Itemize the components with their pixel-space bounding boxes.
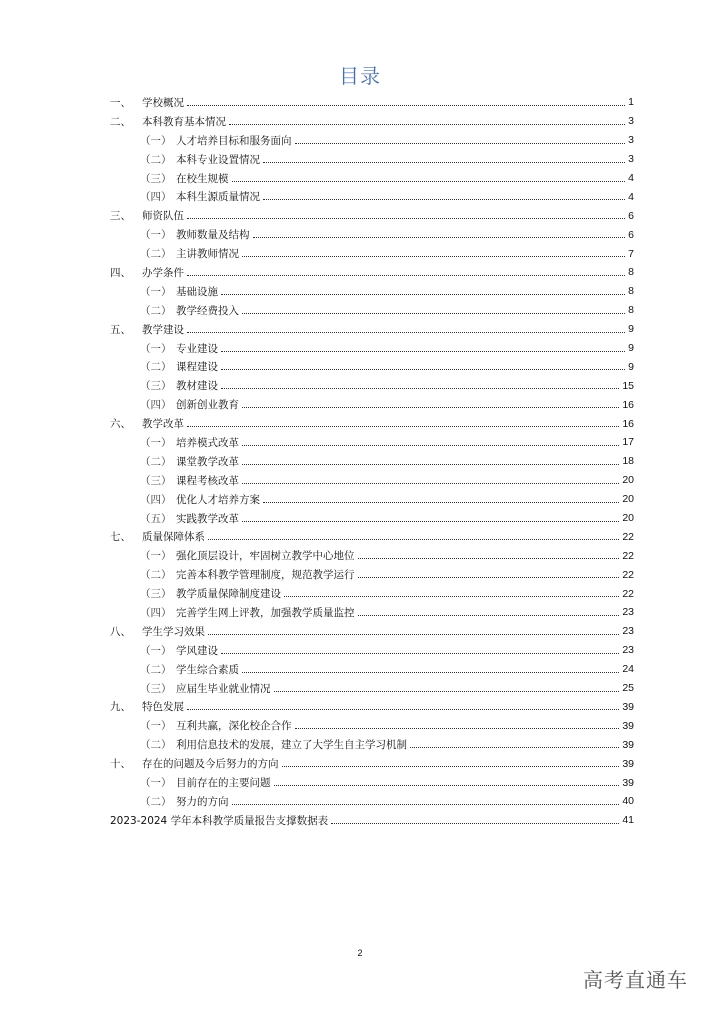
toc-entry-label: 本科生源质量情况 [176, 191, 260, 204]
toc-entry-title [110, 699, 184, 714]
toc-entry-number: 七、 [110, 531, 131, 544]
toc-entry-label: 教学质量保障制度建设 [176, 588, 281, 601]
toc-entry[interactable] [110, 376, 634, 395]
toc-entry-label: 存在的问题及今后努力的方向 [142, 758, 279, 771]
toc-entry-label: 完善学生网上评教，加强教学质量监控 [176, 606, 355, 619]
toc-entry-number: （二） [140, 455, 172, 468]
toc-entry-page: 18 [622, 455, 634, 468]
toc-entry[interactable] [110, 811, 634, 830]
toc-entry[interactable] [110, 660, 634, 679]
toc-entry-label: 教材建设 [176, 380, 218, 393]
toc-entry-label: 课程建设 [176, 361, 218, 374]
toc-dot-leader [410, 747, 619, 748]
toc-entry-page: 22 [622, 549, 634, 562]
toc-entry-label: 在校生规模 [176, 172, 229, 185]
toc-entry-page: 9 [628, 323, 634, 336]
toc-entry-label: 师资队伍 [142, 210, 184, 223]
toc-entry-title [140, 246, 239, 261]
toc-entry[interactable] [110, 93, 634, 112]
toc-dot-leader [284, 596, 619, 597]
toc-entry-title [140, 548, 355, 563]
toc-entry-page: 7 [628, 247, 634, 260]
toc-entry-title [110, 529, 205, 544]
toc-entry-page: 4 [628, 172, 634, 184]
toc-entry[interactable] [110, 263, 634, 282]
toc-dot-leader [263, 199, 625, 200]
toc-entry-title [140, 454, 239, 469]
toc-entry-number: 六、 [110, 418, 131, 431]
toc-entry-number: 三、 [110, 210, 131, 223]
toc-entry-page: 17 [622, 436, 634, 449]
toc-entry-page: 3 [628, 115, 634, 128]
toc-entry-number: （一） [140, 134, 172, 147]
toc-dot-leader [263, 502, 619, 503]
toc-dot-leader [274, 691, 620, 692]
toc-entry-page: 1 [628, 96, 634, 109]
toc-entry[interactable] [110, 225, 634, 244]
toc-dot-leader [282, 766, 620, 767]
toc-dot-leader [242, 521, 619, 522]
toc-entry-number: （一） [140, 436, 172, 449]
toc-entry-number: （四） [140, 191, 172, 204]
toc-dot-leader [208, 539, 619, 540]
toc-entry-number: （三） [140, 172, 172, 185]
toc-entry[interactable] [110, 471, 634, 490]
toc-entry-page: 4 [628, 190, 634, 203]
toc-dot-leader [242, 256, 625, 257]
toc-entry-title [140, 718, 292, 733]
toc-entry-page: 8 [628, 285, 634, 298]
toc-dot-leader [358, 558, 620, 559]
toc-entry-title [140, 152, 260, 167]
toc-entry-title [140, 473, 239, 488]
toc-entry-label: 强化顶层设计，牢固树立教学中心地位 [176, 550, 355, 563]
toc-entry-page: 16 [622, 417, 634, 430]
toc-dot-leader [187, 275, 625, 276]
toc-entry-title [140, 284, 218, 299]
toc-entry-label: 创新创业教育 [176, 399, 239, 412]
toc-entry-page: 20 [622, 493, 634, 506]
toc-dot-leader [242, 483, 619, 484]
toc-entry-label: 培养模式改革 [176, 436, 239, 449]
toc-entry-number: （二） [140, 153, 172, 166]
toc-entry-number: 八、 [110, 625, 131, 638]
toc-entry-label: 教师数量及结构 [176, 229, 250, 242]
toc-dot-leader [295, 728, 620, 729]
toc-entry-title [110, 813, 328, 828]
toc-entry-label: 主讲教师情况 [176, 248, 239, 261]
toc-entry-label: 人才培养目标和服务面向 [176, 134, 292, 147]
table-of-contents [110, 93, 634, 830]
toc-entry-title [110, 265, 184, 280]
toc-dot-leader [221, 653, 619, 654]
toc-entry-label: 课程考核改革 [176, 474, 239, 487]
toc-entry-number: 十、 [110, 758, 131, 771]
toc-dot-leader [331, 823, 619, 824]
toc-entry-label: 互利共赢，深化校企合作 [176, 720, 292, 733]
toc-entry-page: 22 [622, 568, 634, 581]
toc-entry-title [140, 662, 239, 677]
toc-entry-label: 2023-2024 学年本科教学质量报告支撑数据表 [110, 814, 329, 827]
toc-entry-label: 办学条件 [142, 266, 184, 279]
toc-entry[interactable] [110, 490, 634, 509]
toc-entry-title [140, 227, 250, 242]
toc-entry[interactable] [110, 698, 634, 717]
toc-entry[interactable] [110, 716, 634, 735]
toc-entry-number: （五） [140, 512, 172, 525]
toc-entry-label: 特色发展 [142, 701, 184, 714]
toc-entry-label: 教学建设 [142, 323, 184, 336]
toc-entry[interactable] [110, 357, 634, 376]
toc-entry-number: （二） [140, 304, 172, 317]
toc-entry-number: （二） [140, 361, 172, 374]
toc-entry-label: 利用信息技术的发展，建立了大学生自主学习机制 [176, 739, 407, 752]
toc-entry-label: 努力的方向 [176, 795, 229, 808]
toc-entry-number: （二） [140, 248, 172, 261]
toc-entry-page: 22 [622, 530, 634, 543]
toc-entry-label: 优化人才培养方案 [176, 493, 260, 506]
toc-entry-title [110, 624, 205, 639]
toc-entry-label: 应届生毕业就业情况 [176, 682, 271, 695]
toc-entry-title [110, 416, 184, 431]
toc-entry-title [140, 775, 271, 790]
toc-entry-page: 24 [622, 663, 634, 676]
toc-entry-label: 教学经费投入 [176, 304, 239, 317]
toc-dot-leader [221, 294, 625, 295]
toc-entry-number: 一、 [110, 96, 131, 109]
toc-entry[interactable] [110, 792, 634, 811]
toc-entry-title [140, 397, 239, 412]
toc-entry-number: （四） [140, 399, 172, 412]
toc-entry-title [140, 643, 218, 658]
toc-entry-number: （三） [140, 380, 172, 393]
toc-entry-title [140, 359, 218, 374]
toc-entry-page: 22 [622, 587, 634, 600]
toc-entry-page: 9 [628, 342, 634, 355]
toc-entry-title [140, 171, 229, 186]
toc-dot-leader [208, 634, 619, 635]
toc-entry-title [140, 435, 239, 450]
toc-entry-number: 四、 [110, 266, 131, 279]
toc-entry-title [140, 378, 218, 393]
toc-dot-leader [242, 464, 619, 465]
toc-entry-number: （二） [140, 569, 172, 582]
toc-dot-leader [242, 672, 619, 673]
toc-entry-label: 课堂教学改革 [176, 455, 239, 468]
toc-entry[interactable] [110, 244, 634, 263]
toc-entry-page: 6 [628, 209, 634, 222]
toc-entry-number: （一） [140, 229, 172, 242]
toc-entry[interactable] [110, 509, 634, 528]
toc-entry-title [140, 303, 239, 318]
toc-dot-leader [187, 709, 619, 710]
toc-entry-number: （一） [140, 720, 172, 733]
toc-entry-number: 二、 [110, 115, 131, 128]
toc-entry-page: 6 [628, 228, 634, 241]
toc-entry-label: 本科专业设置情况 [176, 153, 260, 166]
toc-entry-page: 20 [622, 474, 634, 487]
toc-entry[interactable] [110, 433, 634, 452]
toc-entry[interactable] [110, 282, 634, 301]
toc-dot-leader [253, 237, 626, 238]
toc-entry-page: 39 [622, 700, 634, 713]
toc-entry[interactable] [110, 565, 634, 584]
toc-entry-label: 学风建设 [176, 644, 218, 657]
toc-entry[interactable] [110, 206, 634, 225]
toc-entry-number: （一） [140, 285, 172, 298]
toc-entry-label: 学生综合素质 [176, 663, 239, 676]
toc-dot-leader [187, 218, 625, 219]
toc-entry-page: 40 [622, 795, 634, 808]
toc-dot-leader [187, 426, 619, 427]
toc-entry[interactable] [110, 131, 634, 150]
toc-entry[interactable] [110, 773, 634, 792]
toc-entry-title [110, 114, 226, 129]
toc-entry-number: （四） [140, 606, 172, 619]
toc-entry[interactable] [110, 754, 634, 773]
toc-entry-label: 本科教育基本情况 [142, 115, 226, 128]
toc-dot-leader [358, 615, 620, 616]
toc-entry-label: 专业建设 [176, 342, 218, 355]
toc-entry[interactable] [110, 339, 634, 358]
toc-entry-page: 8 [628, 304, 634, 317]
watermark: 高考直通车 [583, 968, 688, 992]
toc-entry-title [140, 492, 260, 507]
toc-entry-page: 39 [622, 757, 634, 770]
toc-entry-number: （三） [140, 474, 172, 487]
toc-entry-title [140, 794, 229, 809]
toc-entry[interactable] [110, 622, 634, 641]
toc-entry-title [140, 511, 239, 526]
page-title: 目录 [339, 64, 381, 88]
toc-entry-page: 9 [628, 360, 634, 373]
toc-dot-leader [221, 351, 625, 352]
toc-entry-page: 25 [622, 682, 634, 695]
toc-entry[interactable] [110, 603, 634, 622]
toc-entry-page: 39 [622, 719, 634, 732]
toc-entry-number: （一） [140, 644, 172, 657]
toc-entry-title [140, 681, 271, 696]
toc-entry-page: 8 [628, 266, 634, 279]
toc-entry-title [110, 95, 184, 110]
toc-entry-page: 23 [622, 644, 634, 657]
toc-dot-leader [232, 181, 626, 182]
toc-entry-title [110, 756, 279, 771]
toc-dot-leader [242, 313, 625, 314]
toc-entry[interactable] [110, 452, 634, 471]
toc-entry-page: 23 [622, 606, 634, 619]
toc-entry[interactable] [110, 735, 634, 754]
toc-dot-leader [242, 445, 619, 446]
toc-entry-page: 3 [628, 134, 634, 147]
toc-dot-leader [358, 577, 620, 578]
toc-entry-title [110, 208, 184, 223]
toc-entry-label: 基础设施 [176, 285, 218, 298]
toc-entry-label: 目前存在的主要问题 [176, 777, 271, 789]
toc-dot-leader [263, 162, 625, 163]
toc-entry[interactable] [110, 169, 634, 188]
toc-entry-page: 39 [622, 738, 634, 751]
toc-entry-label: 学校概况 [142, 96, 184, 109]
toc-entry-title [140, 737, 407, 752]
toc-entry[interactable] [110, 187, 634, 206]
footer-page-number: 2 [357, 948, 363, 958]
toc-entry[interactable] [110, 150, 634, 169]
toc-entry-page: 20 [622, 512, 634, 525]
toc-entry-title [140, 189, 260, 204]
toc-entry-label: 完善本科教学管理制度，规范教学运行 [176, 569, 355, 582]
toc-entry[interactable] [110, 527, 634, 546]
toc-entry-label: 学生学习效果 [142, 625, 205, 638]
toc-entry-page: 39 [622, 776, 634, 789]
toc-entry-number: （一） [140, 342, 172, 355]
toc-entry-number: （二） [140, 739, 172, 752]
toc-dot-leader [274, 785, 620, 786]
toc-dot-leader [229, 124, 625, 125]
toc-dot-leader [221, 388, 619, 389]
toc-entry[interactable] [110, 301, 634, 320]
toc-entry[interactable] [110, 112, 634, 131]
toc-entry-number: （二） [140, 663, 172, 676]
toc-entry-title [140, 586, 281, 601]
toc-entry-number: （一） [140, 777, 172, 789]
toc-entry-number: 五、 [110, 323, 131, 336]
toc-entry-page: 23 [622, 625, 634, 638]
toc-entry[interactable] [110, 546, 634, 565]
toc-entry-title [110, 322, 184, 337]
toc-entry-page: 3 [628, 153, 634, 166]
toc-entry-label: 实践教学改革 [176, 512, 239, 525]
toc-dot-leader [232, 804, 620, 805]
toc-entry[interactable] [110, 679, 634, 698]
toc-entry-title [140, 605, 355, 620]
toc-dot-leader [187, 105, 625, 106]
toc-entry-number: （三） [140, 682, 172, 695]
toc-entry-title [140, 341, 218, 356]
toc-dot-leader [221, 369, 625, 370]
toc-entry-label: 质量保障体系 [142, 531, 205, 544]
toc-entry-page: 16 [622, 398, 634, 411]
toc-dot-leader [242, 407, 619, 408]
toc-entry-number: （四） [140, 493, 172, 506]
toc-entry-page: 15 [622, 379, 634, 392]
toc-entry[interactable] [110, 584, 634, 603]
toc-dot-leader [295, 143, 626, 144]
toc-entry-title [140, 567, 355, 582]
toc-entry-title [140, 133, 292, 148]
toc-entry-page: 41 [622, 814, 634, 827]
toc-entry[interactable] [110, 395, 634, 414]
toc-entry-number: （三） [140, 588, 172, 601]
toc-entry-number: （二） [140, 795, 172, 808]
toc-entry[interactable] [110, 414, 634, 433]
toc-entry-number: 九、 [110, 701, 131, 714]
toc-entry-label: 教学改革 [142, 418, 184, 431]
toc-entry-number: （一） [140, 550, 172, 563]
toc-entry[interactable] [110, 641, 634, 660]
toc-dot-leader [187, 332, 625, 333]
toc-entry[interactable] [110, 320, 634, 339]
